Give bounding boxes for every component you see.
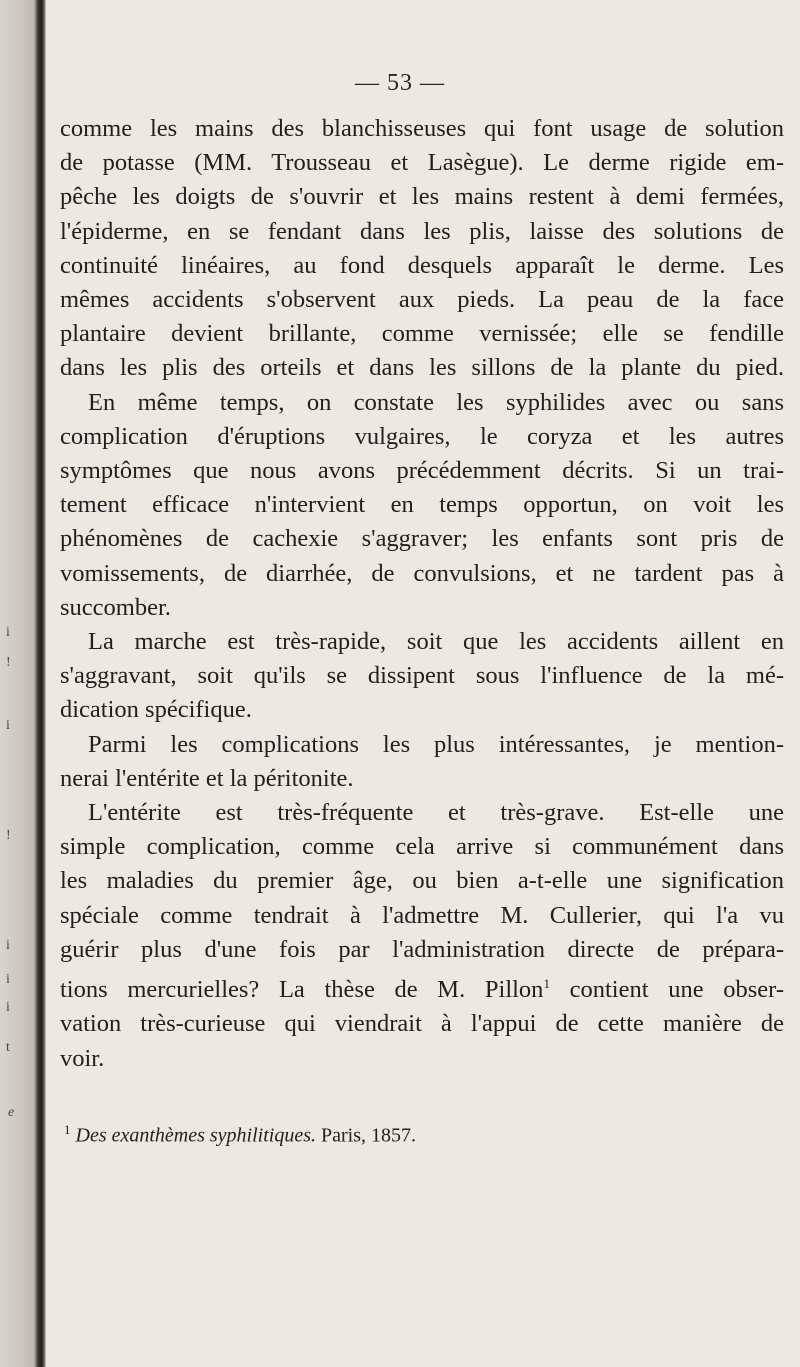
page-number: — 53 —: [355, 70, 445, 96]
text-line: continuité linéaires, au fond desquels apparaît le derme. Les: [60, 251, 784, 279]
text-line: les maladies du premier âge, ou bien a-t-elle une signification: [60, 867, 784, 895]
text-line: succomber.: [60, 593, 171, 621]
body-text: [60, 112, 784, 1076]
text-line: comme les mains des blanchisseuses qui font usage de solution: [60, 115, 784, 142]
text-line: dans les plis des orteils et dans les sillons de la plante du pied.: [60, 354, 784, 382]
gutter-mark: i: [6, 938, 10, 953]
gutter-mark: t: [6, 1040, 10, 1055]
footnote-marker: 1: [64, 1122, 71, 1137]
gutter-mark: e: [8, 1105, 15, 1120]
text-line: nerai l'entérite et la péritonite.: [60, 764, 354, 792]
text-line: guérir plus d'une fois par l'administration directe de prépara-: [60, 935, 784, 963]
text-line: voir.: [60, 1044, 105, 1072]
text-line: dication spécifique.: [60, 696, 252, 724]
text-line: tement efficace n'intervient en temps opportun, on voit les: [60, 491, 784, 519]
text-line: mêmes accidents s'observent aux pieds. La peau de la face: [60, 286, 784, 314]
text-line: vomissements, de diarrhée, de convulsions, et ne tardent pas à: [60, 559, 784, 587]
text-line: phénomènes de cachexie s'aggraver; les enfants sont pris de: [60, 525, 784, 553]
text-line: plantaire devient brillante, comme vernissée; elle se fendille: [60, 320, 784, 348]
gutter-mark: i: [6, 625, 10, 640]
text-line: simple complication, comme cela arrive si communément dans: [60, 833, 784, 861]
text-segment: tions mercurielles? La thèse de M. Pillon: [60, 976, 544, 1004]
gutter-mark: !: [6, 828, 11, 843]
text-line: l'épiderme, en se fendant dans les plis, laisse des solutions de: [60, 217, 784, 245]
footnote-reference: 1: [543, 976, 550, 992]
text-line: pêche les doigts de s'ouvrir et les mains restent à demi fermées,: [60, 183, 784, 211]
footnote: [64, 1122, 416, 1148]
gutter-mark: !: [6, 655, 11, 670]
gutter-mark: i: [6, 1000, 10, 1015]
text-line: symptômes que nous avons précédemment décrits. Si un trai-: [60, 457, 784, 485]
text-line: vation très-curieuse qui viendrait à l'appui de cette manière de: [60, 1010, 784, 1038]
text-line: L'entérite est très-fréquente et très-grave. Est-elle une: [88, 799, 784, 827]
gutter-mark: i: [6, 718, 10, 733]
binding-edge: [0, 0, 46, 1367]
gutter-mark: i: [6, 972, 10, 987]
text-line: de potasse (MM. Trousseau et Lasègue). Le derme rigide em-: [60, 149, 784, 177]
text-line: s'aggravant, soit qu'ils se dissipent sous l'influence de la mé-: [60, 662, 784, 690]
footnote-citation: Paris, 1857.: [316, 1124, 416, 1147]
footnote-title: Des exanthèmes syphilitiques.: [75, 1124, 316, 1147]
text-segment: contient une obser-: [549, 976, 785, 1004]
text-line-with-footnote-ref: [60, 967, 784, 1007]
text-line: spéciale comme tendrait à l'admettre M. Cullerier, qui l'a vu: [60, 901, 784, 929]
text-line: Parmi les complications les plus intéressantes, je mention-: [88, 730, 784, 758]
text-line: complication d'éruptions vulgaires, le coryza et les autres: [60, 422, 784, 450]
text-line: La marche est très-rapide, soit que les accidents aillent en: [88, 628, 784, 656]
text-line: En même temps, on constate les syphilides avec ou sans: [88, 388, 784, 416]
